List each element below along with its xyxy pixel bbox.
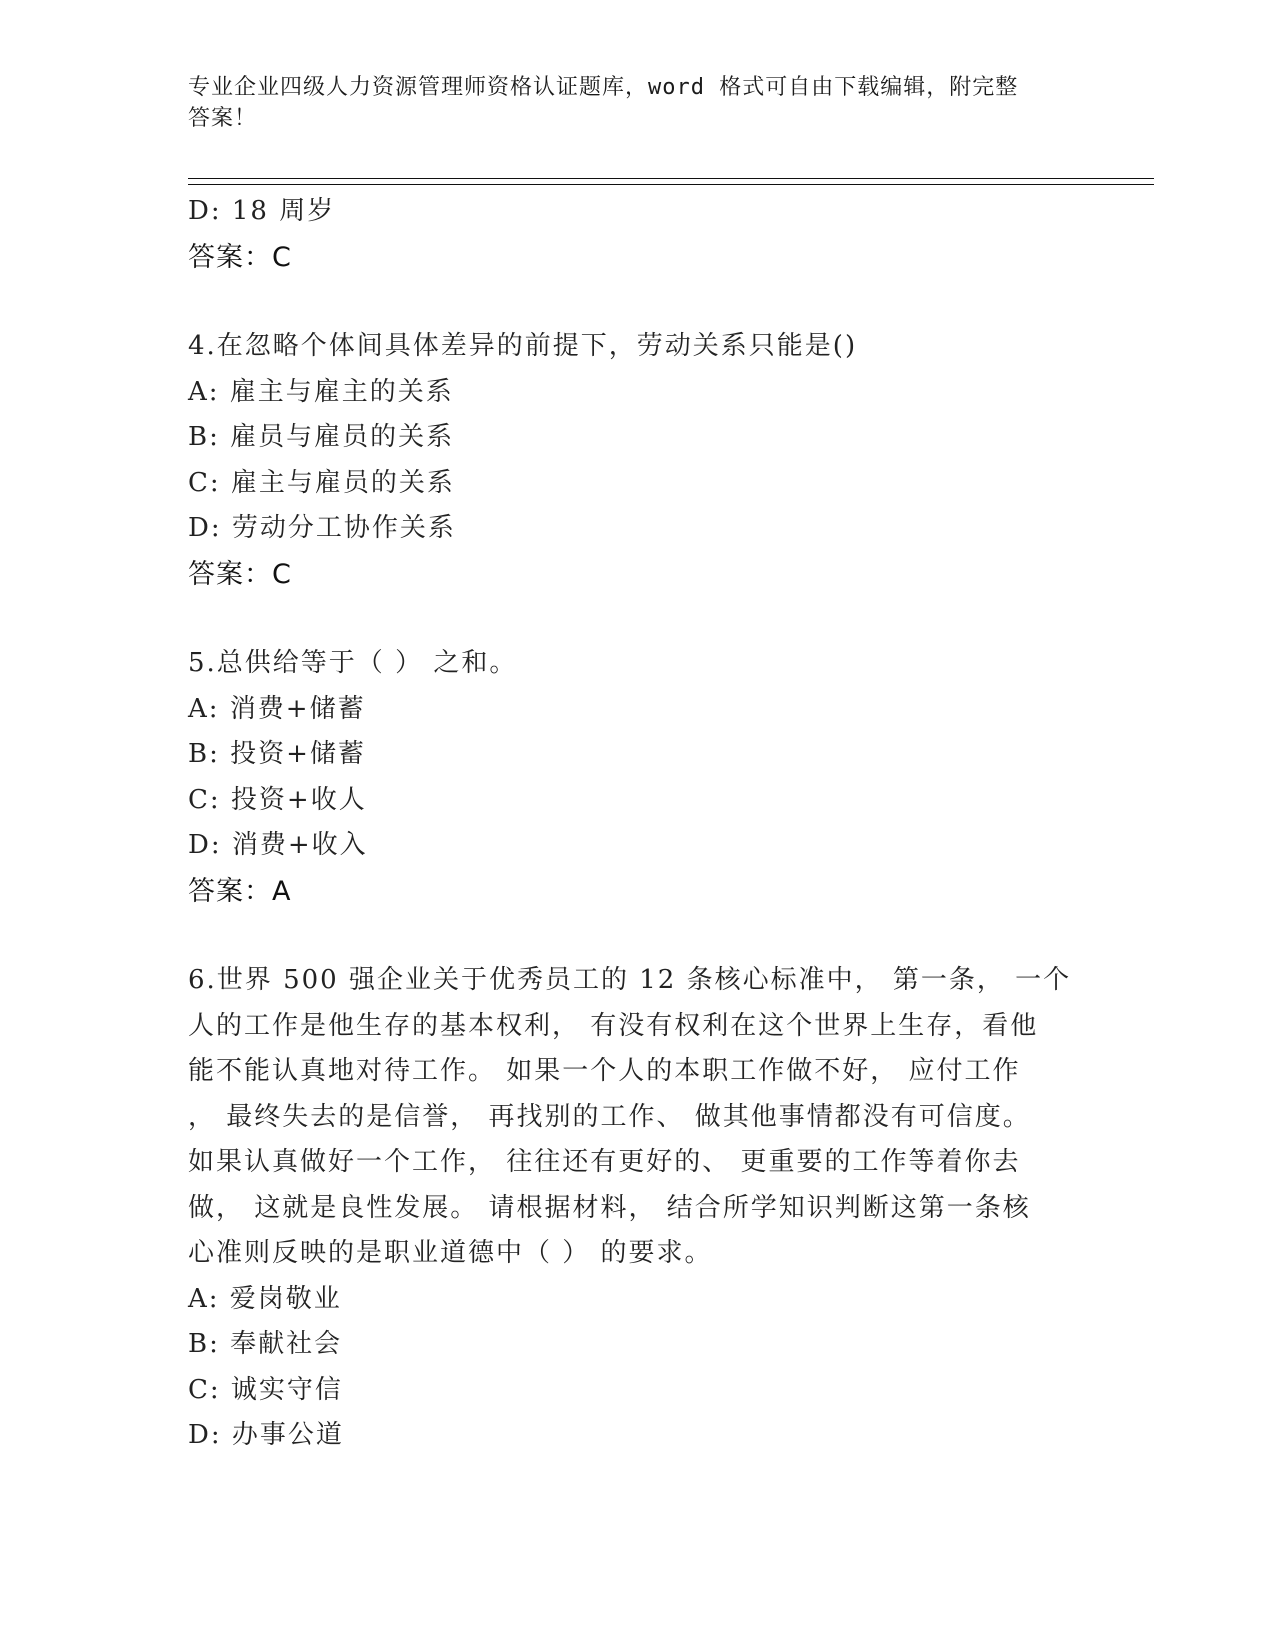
option-c: C: 投资+收人 (188, 784, 367, 815)
stem-line: 6.世界 500 强企业关于优秀员工的 12 条核心标准中， 第一条， 一个 (188, 965, 1072, 995)
option-c: C: 诚实守信 (188, 1374, 343, 1405)
spacer (188, 280, 1088, 324)
question-5 (188, 641, 1088, 914)
spacer (188, 597, 1088, 641)
option-a: A: 雇主与雇主的关系 (188, 376, 454, 407)
answer-label: 答案：A (188, 875, 292, 907)
document-body (188, 189, 1088, 1459)
stem-line: 人的工作是他生存的基本权利， 有没有权利在这个世界上生存，看他 (188, 1010, 1039, 1041)
spacer (188, 914, 1088, 958)
option-b: B: 雇员与雇员的关系 (188, 422, 455, 452)
header-line-1: 专业企业四级人力资源管理师资格认证题库，word 格式可自由下载编辑，附完整 (188, 75, 1019, 100)
stem-line: 能不能认真地对待工作。 如果一个人的本职工作做不好， 应付工作 (188, 1056, 1021, 1086)
option-c: C: 雇主与雇员的关系 (188, 467, 455, 498)
option-a: A: 消费+储蓄 (188, 693, 366, 724)
option-a: A: 爱岗敬业 (188, 1283, 342, 1314)
stem-line: 5.总供给等于（ ） 之和。 (188, 648, 518, 678)
page-header (188, 72, 1068, 134)
stem-line: 做， 这就是良性发展。 请根据材料， 结合所学知识判断这第一条核 (188, 1192, 1031, 1223)
option-d: D: 消费+收入 (188, 830, 368, 860)
header-line-2: 答案！ (188, 106, 258, 131)
answer-label: 答案：C (188, 558, 292, 590)
option-b: B: 奉献社会 (188, 1329, 343, 1359)
option-d: D: 办事公道 (188, 1420, 344, 1450)
question-4 (188, 324, 1088, 597)
header-divider-top (188, 178, 1154, 179)
stem-line: 4.在忽略个体间具体差异的前提下，劳动关系只能是() (188, 331, 858, 361)
header-divider-bottom (188, 184, 1154, 185)
stem-line: 如果认真做好一个工作， 往往还有更好的、 更重要的工作等着你去 (188, 1147, 1021, 1177)
question-stem (188, 958, 1088, 1277)
option-d: D: 18 周岁 (188, 196, 336, 226)
stem-line: ， 最终失去的是信誉， 再找别的工作、 做其他事情都没有可信度。 (188, 1101, 1031, 1132)
question-3-tail (188, 189, 1088, 280)
question-6 (188, 958, 1088, 1459)
question-stem (188, 641, 1088, 687)
answer-label: 答案：C (188, 241, 292, 273)
option-d: D: 劳动分工协作关系 (188, 513, 456, 543)
stem-line: 心准则反映的是职业道德中（ ） 的要求。 (188, 1238, 713, 1268)
question-stem (188, 324, 1088, 370)
option-b: B: 投资+储蓄 (188, 739, 366, 769)
